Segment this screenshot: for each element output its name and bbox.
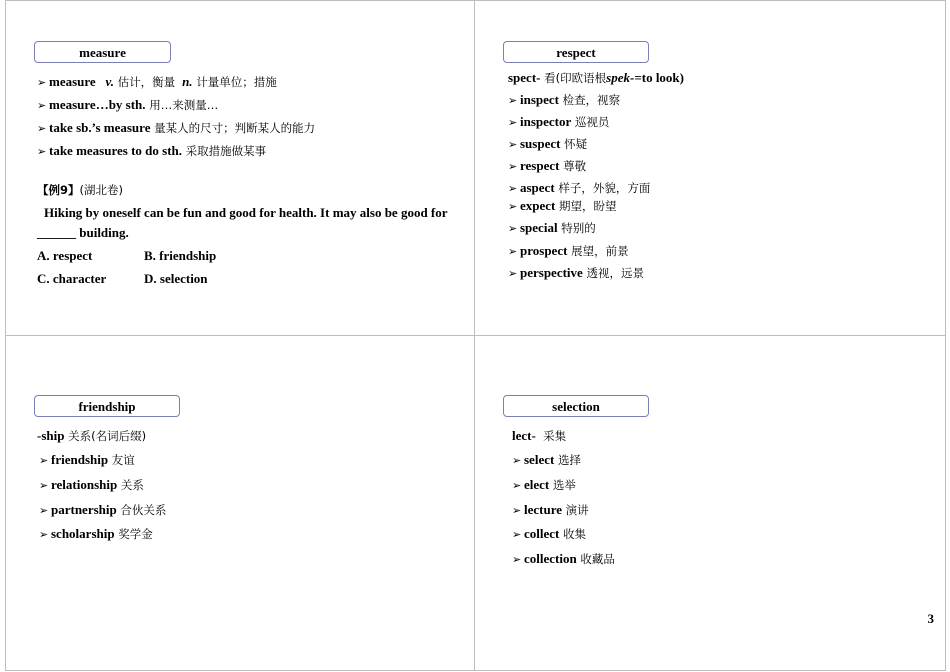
question-line-2: ______ building.: [37, 225, 129, 240]
list-item: ➢ take sb.’s measure 量某人的尺寸；判断某人的能力: [37, 120, 316, 135]
list-item: ➢ inspector 巡视员: [508, 114, 610, 129]
question-line-1: Hiking by oneself can be fun and good for health. It may also be good for: [44, 205, 448, 220]
arrow-bullet-icon: ➢: [512, 504, 522, 517]
list-item: ➢ expect 期望，盼望: [508, 198, 617, 213]
list-item: ➢ respect 尊敬: [508, 158, 587, 173]
option-c: C. character: [37, 271, 107, 286]
arrow-bullet-icon: ➢: [39, 528, 49, 541]
arrow-bullet-icon: ➢: [37, 145, 47, 158]
list-item: ➢ take measures to do sth. 采取措施做某事: [37, 143, 267, 158]
arrow-bullet-icon: ➢: [39, 504, 49, 517]
arrow-bullet-icon: ➢: [508, 245, 518, 258]
list-item: ➢ collect 收集: [512, 526, 587, 541]
arrow-bullet-icon: ➢: [512, 553, 522, 566]
arrow-bullet-icon: ➢: [508, 200, 518, 213]
list-item: ➢ select 选择: [512, 452, 581, 467]
list-item: ➢ measure…by sth. 用…来测量…: [37, 97, 219, 112]
arrow-bullet-icon: ➢: [512, 479, 522, 492]
arrow-bullet-icon: ➢: [508, 160, 518, 173]
list-item: ➢ collection 收藏品: [512, 551, 615, 566]
root-line: lect- 采集: [512, 428, 567, 443]
arrow-bullet-icon: ➢: [508, 94, 518, 107]
list-item: ➢ elect 选举: [512, 477, 576, 492]
list-item: ➢ scholarship 奖学金: [39, 526, 153, 541]
page-number: 3: [927, 611, 934, 626]
arrow-bullet-icon: ➢: [39, 479, 49, 492]
option-b: B. friendship: [144, 248, 217, 263]
arrow-bullet-icon: ➢: [37, 99, 47, 112]
list-item: ➢ aspect 样子，外貌，方面: [508, 180, 651, 195]
arrow-bullet-icon: ➢: [37, 76, 47, 89]
title-measure: measure: [34, 41, 171, 63]
arrow-bullet-icon: ➢: [508, 138, 518, 151]
list-item: ➢ lecture 演讲: [512, 502, 589, 517]
list-item: ➢ prospect 展望，前景: [508, 243, 629, 258]
list-item: ➢ partnership 合伙关系: [39, 502, 167, 517]
list-item: ➢ friendship 友谊: [39, 452, 135, 467]
list-item: ➢ inspect 检查，视察: [508, 92, 621, 107]
example-header: 【例9】(湖北卷): [37, 183, 123, 197]
option-d: D. selection: [144, 271, 208, 286]
arrow-bullet-icon: ➢: [512, 528, 522, 541]
root-line: -ship 关系(名词后缀): [37, 428, 147, 443]
option-a: A. respect: [37, 248, 93, 263]
root-line: spect- 看(印欧语根spek-=to look): [508, 70, 684, 85]
arrow-bullet-icon: ➢: [37, 122, 47, 135]
list-item: ➢ suspect 怀疑: [508, 136, 588, 151]
arrow-bullet-icon: ➢: [39, 454, 49, 467]
arrow-bullet-icon: ➢: [508, 267, 518, 280]
list-item: ➢ measure v. 估计，衡量 n. 计量单位；措施: [37, 74, 277, 89]
title-respect: respect: [503, 41, 649, 63]
arrow-bullet-icon: ➢: [512, 454, 522, 467]
arrow-bullet-icon: ➢: [508, 182, 518, 195]
title-selection: selection: [503, 395, 649, 417]
title-friendship: friendship: [34, 395, 180, 417]
list-item: ➢ special 特别的: [508, 220, 596, 235]
arrow-bullet-icon: ➢: [508, 222, 518, 235]
list-item: ➢ relationship 关系: [39, 477, 144, 492]
arrow-bullet-icon: ➢: [508, 116, 518, 129]
list-item: ➢ perspective 透视，远景: [508, 265, 644, 280]
